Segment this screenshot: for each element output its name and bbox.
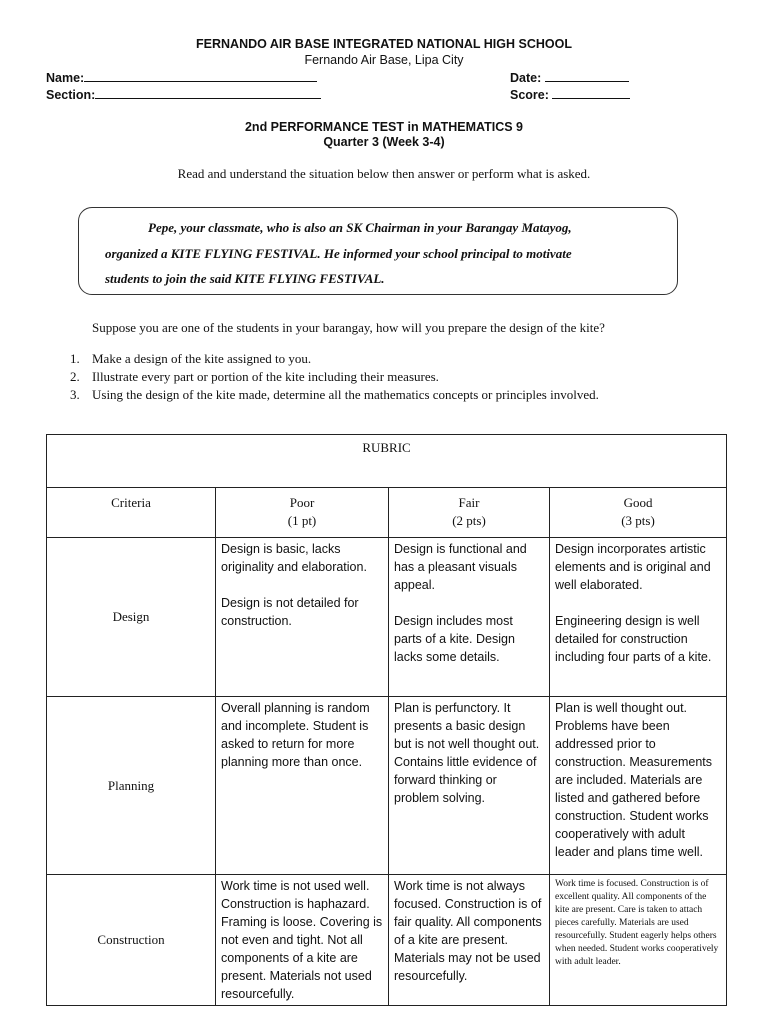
date-label: Date: — [510, 71, 542, 85]
school-address: Fernando Air Base, Lipa City — [304, 53, 464, 67]
poor-header-points: (1 pt) — [287, 513, 317, 528]
design-good-text-2: Engineering design is well detailed for construction including four parts of a kite. — [555, 614, 712, 664]
task-text: Make a design of the kite assigned to you. — [92, 351, 312, 366]
section-line[interactable] — [95, 87, 321, 99]
date-field[interactable] — [510, 70, 629, 85]
planning-good-cell: Plan is well thought out. Problems have been addressed prior to construction. Measurements are included. Materials are listed and gathered before construction. Student works cooperatively with adult leader and plans time well. — [550, 697, 727, 875]
design-fair-cell — [389, 538, 550, 697]
good-header-points: (3 pts) — [621, 513, 655, 528]
criteria-header — [47, 488, 216, 538]
task-number: 3. — [70, 387, 80, 402]
task-number: 1. — [70, 351, 80, 366]
poor-header — [216, 488, 389, 538]
criteria-header-label: Criteria — [111, 495, 151, 510]
name-label: Name: — [46, 71, 85, 85]
scenario-line-3: students to join the said KITE FLYING FESTIVAL. — [105, 271, 385, 286]
score-label: Score: — [510, 88, 549, 102]
design-poor-cell — [216, 538, 389, 697]
task-number: 2. — [70, 369, 80, 384]
task-item — [70, 351, 720, 369]
poor-header-label: Poor — [289, 495, 315, 510]
fair-header-points: (2 pts) — [452, 513, 486, 528]
quarter-label: Quarter 3 (Week 3-4) — [323, 135, 445, 149]
planning-fair-cell: Plan is perfunctory. It presents a basic design but is not well thought out. Contains little evidence of forward thinking or problem solving. — [389, 697, 550, 875]
scenario-line-1: Pepe, your classmate, who is also an SK Chairman in your Barangay Matayog, — [148, 220, 572, 235]
school-name: FERNANDO AIR BASE INTEGRATED NATIONAL HIGH SCHOOL — [196, 37, 572, 51]
construction-good-cell: Work time is focused. Construction is of excellent quality. All components of the kite are present. Care is taken to attach pieces carefully. Materials are used resourcefully. Student eagerly helps others when needed. Student works cooperatively with adult leader. — [550, 875, 727, 1006]
criteria-design: Design — [47, 538, 216, 697]
design-fair-text-2: Design includes most parts of a kite. Design lacks some details. — [394, 614, 515, 664]
design-poor-text-1: Design is basic, lacks originality and elaboration. — [221, 542, 367, 574]
section-label: Section: — [46, 88, 96, 102]
rubric-header-row — [47, 488, 727, 538]
test-title: 2nd PERFORMANCE TEST in MATHEMATICS 9 — [244, 120, 523, 134]
fair-header-label: Fair — [458, 495, 480, 510]
scenario-line-2: organized a KITE FLYING FESTIVAL. He informed your school principal to motivate — [105, 246, 572, 261]
design-good-text-1: Design incorporates artistic elements and is original and well elaborated. — [555, 542, 711, 592]
construction-fair-cell: Work time is not always focused. Construction is of fair quality. All components of a kite are present. Materials may not be used resourcefully. — [389, 875, 550, 1006]
criteria-construction: Construction — [47, 875, 216, 1006]
score-field[interactable] — [510, 87, 630, 102]
criteria-planning: Planning — [47, 697, 216, 875]
design-good-cell — [550, 538, 727, 697]
score-line[interactable] — [552, 87, 630, 99]
good-header-label: Good — [623, 495, 653, 510]
fair-header — [389, 488, 550, 538]
rubric-row-construction — [47, 875, 727, 1006]
design-poor-text-2: Design is not detailed for construction. — [221, 596, 359, 628]
instruction-text: Read and understand the situation below then answer or perform what is asked. — [177, 166, 591, 181]
task-text: Illustrate every part or portion of the kite including their measures. — [92, 369, 439, 384]
task-item — [70, 387, 720, 405]
rubric-table — [46, 434, 727, 1006]
task-item — [70, 369, 720, 387]
rubric-row-design — [47, 538, 727, 697]
name-line[interactable] — [84, 70, 317, 82]
name-field[interactable] — [46, 70, 317, 85]
construction-poor-cell: Work time is not used well. Construction is haphazard. Framing is loose. Covering is not even and tight. Not all components of a kite are present. Materials not used resourcefully. — [216, 875, 389, 1006]
section-field[interactable] — [46, 87, 321, 102]
rubric-row-planning — [47, 697, 727, 875]
rubric-title-row — [47, 435, 727, 488]
task-text: Using the design of the kite made, determine all the mathematics concepts or principles involved. — [92, 387, 599, 402]
planning-poor-cell: Overall planning is random and incomplete. Student is asked to return for more planning more than once. — [216, 697, 389, 875]
design-fair-text-1: Design is functional and has a pleasant visuals appeal. — [394, 542, 527, 592]
question-text: Suppose you are one of the students in your barangay, how will you prepare the design of the kite? — [92, 320, 605, 335]
good-header — [550, 488, 727, 538]
date-line[interactable] — [545, 70, 629, 82]
rubric-title: RUBRIC — [47, 435, 727, 488]
